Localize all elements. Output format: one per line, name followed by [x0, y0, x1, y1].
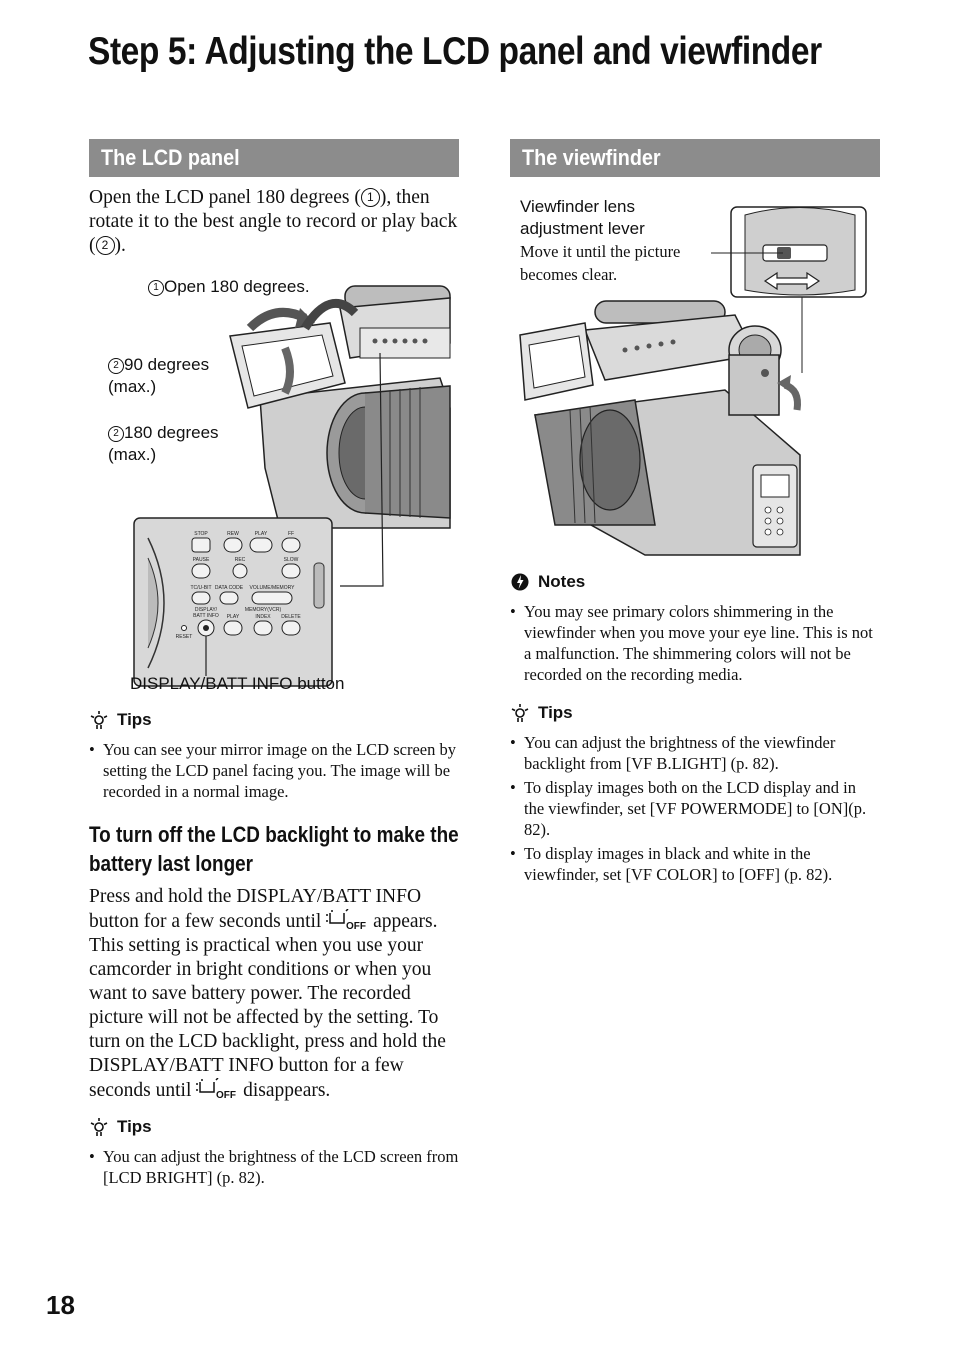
lightbulb-icon: [89, 1117, 109, 1137]
lcd-tips-list: [89, 739, 461, 802]
page-title: Step 5: Adjusting the LCD panel and viewfinder: [88, 30, 822, 73]
callout-display-batt-info: DISPLAY/BATT INFO button: [130, 674, 345, 693]
lcd-panel-heading-text: The LCD panel: [101, 145, 240, 170]
page-number: 18: [46, 1290, 75, 1320]
callout-90-max: (max.): [108, 377, 157, 396]
lcd-intro: [89, 186, 461, 258]
panel-label-rew: REW: [227, 531, 239, 537]
callout-180-degrees: [108, 422, 219, 466]
list-item: • To display images in black and white in the viewfinder, set [VF COLOR] to [OFF] (p. 82).: [510, 843, 880, 885]
camcorder-lcd-drawing: [100, 268, 460, 698]
panel-label-data: DATA CODE: [214, 585, 244, 591]
step-circle-1: 1: [361, 188, 380, 207]
camcorder-viewfinder-drawing: [515, 205, 875, 565]
viewfinder-tips-list: [510, 732, 880, 885]
backlight-text-b: appears. This setting is practical when you use your camcorder in bright conditions or when you want to save battery power. The recorded picture will not be affected by the setting. To turn on the LCD backlight, press and hold the DISPLAY/BATT INFO button for a few seconds until: [89, 911, 446, 1101]
callout-180-max: (max.): [108, 445, 157, 464]
panel-label-rec: REC: [234, 557, 246, 563]
callout-circle-2b: 2: [108, 426, 124, 442]
viewfinder-tips-heading: [510, 703, 573, 723]
panel-label-index: INDEX: [255, 614, 271, 620]
callout-open-180-text: Open 180 degrees.: [164, 277, 310, 296]
lcd-intro-text-c: ).: [114, 235, 126, 256]
list-item: • You can adjust the brightness of the LCD screen from [LCD BRIGHT] (p. 82).: [89, 1146, 461, 1188]
viewfinder-heading: [510, 139, 880, 177]
lcd-tips-heading: [89, 710, 152, 730]
panel-label-display: DISPLAY/: [194, 607, 218, 613]
backlight-text-c: disappears.: [238, 1080, 331, 1101]
lcd-backlight-off-icon: [326, 909, 368, 931]
backlight-paragraph: [89, 885, 461, 1103]
viewfinder-notes-label: Notes: [538, 572, 586, 591]
panel-label-pause: PAUSE: [192, 557, 210, 563]
panel-label-reset: RESET: [175, 634, 193, 640]
panel-label-ff: FF: [287, 531, 295, 537]
callout-open-180: [148, 276, 310, 298]
viewfinder-tips-label: Tips: [538, 703, 573, 722]
list-item: • You can see your mirror image on the LCD screen by setting the LCD panel facing you. The image will be recorded in a normal image.: [89, 739, 461, 802]
callout-90-text: 90 degrees: [124, 355, 210, 374]
list-item: • You can adjust the brightness of the viewfinder backlight from [VF B.LIGHT] (p. 82).: [510, 732, 880, 774]
lever-desc-b: becomes clear.: [520, 265, 618, 284]
lightbulb-icon: [89, 710, 109, 730]
panel-label-mplay: PLAY: [226, 614, 240, 620]
panel-label-slow: SLOW: [283, 557, 299, 563]
lever-label-b: adjustment lever: [520, 219, 645, 238]
svg-text:OFF: OFF: [346, 921, 367, 931]
viewfinder-notes-heading: [510, 572, 585, 592]
lightbulb-icon: [510, 703, 530, 723]
callout-90-degrees: [108, 354, 209, 398]
panel-label-play: PLAY: [254, 531, 268, 537]
lcd-panel-heading: [89, 139, 459, 177]
panel-label-memory: MEMORY(VCR): [244, 607, 282, 613]
list-item: • You may see primary colors shimmering in the viewfinder when you move your eye line. This is not a malfunction. The shimmering colors will not be recorded on the recording media.: [510, 601, 880, 685]
lcd-intro-text-b: ), then rotate it to the best angle to record or play back (: [89, 187, 458, 256]
lcd-tips2-label: Tips: [117, 1117, 152, 1136]
notes-icon: [510, 572, 530, 592]
lcd-tips2-heading: [89, 1117, 152, 1137]
panel-label-stop: STOP: [194, 531, 208, 537]
panel-label-volume: VOLUME/MEMORY: [249, 585, 295, 591]
lever-label-a: Viewfinder lens: [520, 197, 635, 216]
svg-text:OFF: OFF: [216, 1090, 237, 1100]
list-item: • To display images both on the LCD display and in the viewfinder, set [VF POWERMODE] to [ON](p. 82).: [510, 777, 880, 840]
backlight-text-a: Press and hold the DISPLAY/BATT INFO button for a few seconds until: [89, 886, 422, 932]
lcd-backlight-off-icon-2: [196, 1078, 238, 1100]
viewfinder-illustration: [515, 205, 875, 565]
lcd-tips-label: Tips: [117, 710, 152, 729]
step-circle-2: 2: [96, 236, 115, 255]
callout-180-text: 180 degrees: [124, 423, 219, 442]
panel-label-tc: TC/U-BIT: [190, 585, 212, 591]
lever-desc-a: Move it until the picture: [520, 242, 681, 261]
backlight-heading: To turn off the LCD backlight to make the battery last longer: [89, 822, 459, 876]
lcd-tips2-list: [89, 1146, 461, 1188]
callout-circle-1: 1: [148, 280, 164, 296]
viewfinder-notes-list: [510, 601, 880, 685]
lcd-camera-illustration: [100, 268, 460, 698]
panel-label-batt: BATT INFO: [193, 613, 219, 619]
viewfinder-heading-text: The viewfinder: [522, 145, 661, 170]
lcd-intro-text-a: Open the LCD panel 180 degrees (: [89, 187, 361, 208]
panel-label-delete: DELETE: [281, 614, 301, 620]
callout-circle-2a: 2: [108, 358, 124, 374]
